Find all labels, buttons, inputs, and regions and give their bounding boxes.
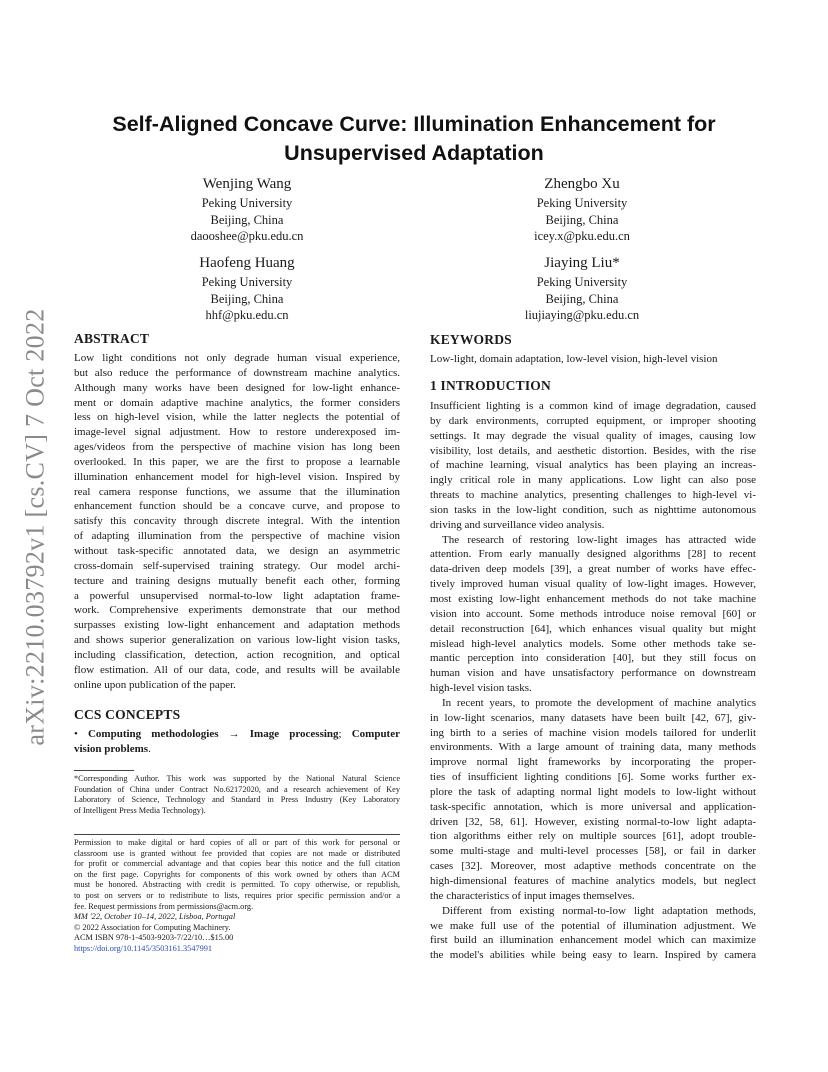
permission-line: classroom use is granted without fee provided that copies are not made or distributed: [74, 848, 400, 858]
author-block: [127, 254, 367, 324]
footnote: [74, 774, 400, 816]
abstract-line: ment or domain adaptive machine analytics, the former considers: [74, 396, 400, 409]
intro-line: by dark environments, corrupted equipment, or improper shooting: [430, 414, 756, 427]
author-location: Beijing, China: [545, 291, 619, 306]
footnote-line: of Intelligent Press Media Technology).: [74, 805, 206, 815]
author-location: Beijing, China: [210, 212, 284, 227]
abstract-line: image-level signal adjustment. How to restore underexposed im-: [74, 426, 400, 439]
permission-rule: [74, 834, 400, 835]
author-block: [127, 175, 367, 245]
intro-line: mantic perception into consideration [40], but they still focus on: [430, 652, 756, 665]
intro-line: mislead high-level analytics models. Some other methods take se-: [430, 637, 756, 650]
abstract-line: but also reduce the performance of downstream machine analytics.: [74, 366, 400, 379]
intro-paragraph-3: [430, 696, 756, 904]
title-line-1: Self-Aligned Concave Curve: Illumination Enhancement for: [112, 112, 716, 136]
author-name: Jiaying Liu*: [544, 255, 620, 271]
intro-line: the model's abilities while being easy to learn. Inspired by camera: [430, 949, 756, 962]
ccs-separator: ;: [338, 728, 342, 740]
intro-line: driving and surveillance video analysis.: [430, 518, 605, 531]
author-name: Zhengbo Xu: [544, 176, 620, 192]
intro-paragraph-2: [430, 533, 756, 696]
ccs-line: [74, 727, 400, 742]
intro-line: tion algorithms either rely on multiple sources [61], adopt trouble-: [430, 830, 756, 843]
author-name: Haofeng Huang: [199, 255, 295, 271]
ccs-end: .: [148, 742, 151, 755]
venue-line: MM '22, October 10–14, 2022, Lisboa, Portugal: [74, 912, 236, 922]
intro-paragraph-4: [430, 904, 756, 963]
abstract-section: [74, 330, 400, 692]
ccs-bullet: •: [74, 728, 78, 740]
author-email: daooshee@pku.edu.cn: [190, 229, 304, 243]
intro-line: plore the task of adapting normal light models to low-light without: [430, 785, 756, 798]
permission-line: Permission to make digital or hard copies of all or part of this work for personal or: [74, 838, 400, 847]
ccs-concepts: [74, 727, 400, 757]
intro-line: in low-light scenarios, many datasets have been built [42, 67], giv-: [430, 711, 756, 724]
intro-line: data-driven deep models [39], a great number of works have effec-: [430, 563, 756, 576]
abstract-line: flow estimation. All of our data, code, and results will be available: [74, 663, 400, 676]
author-affiliation: Peking University: [201, 275, 293, 289]
arxiv-sidebar: [14, 292, 58, 762]
abstract-line: cross-domain self-supervised training strategy. Our model archi-: [74, 559, 400, 572]
author-email: liujiaying@pku.edu.cn: [524, 308, 640, 322]
intro-line: task-specific annotation, which is more universal and application-: [430, 800, 756, 813]
intro-line: In recent years, to promote the development of machine analytics: [442, 696, 756, 709]
abstract-line: enhancement function should be a concave curve, and propose to: [74, 500, 400, 513]
intro-line: threats to machine analytics, presenting challenges to high-level vi-: [430, 489, 756, 502]
doi-link[interactable]: https://doi.org/10.1145/3503161.3547991: [74, 943, 213, 953]
author-email: icey.x@pku.edu.cn: [534, 229, 630, 243]
abstract-line: less on high-level vision, while the latter neglects the potential of: [74, 411, 400, 424]
keywords-heading: KEYWORDS: [430, 332, 512, 347]
intro-line: visibility, lost details, and aesthetic distortion. Besides, with the rise: [430, 444, 756, 457]
abstract-line: and shows superior generalization on various low-light vision tasks,: [74, 634, 400, 647]
keywords-section: [430, 331, 756, 367]
intro-line: improve normal light frameworks by incorporating the proper-: [430, 756, 756, 769]
introduction-section: [430, 377, 756, 963]
intro-line: of machine learning, visual analytics has been playing an increas-: [430, 459, 756, 472]
isbn-line: ACM ISBN 978-1-4503-9203-7/22/10…$15.00: [74, 933, 234, 943]
ccs-section: [74, 706, 400, 757]
intro-line: some multi-stage and multi-level processes [58], or fail in darker: [430, 845, 756, 858]
abstract-line: overlooked. In this paper, we are the first to propose a learnable: [74, 455, 400, 468]
abstract-line: ages/videos from the perspective of machine vision has long been: [74, 441, 400, 454]
author-affiliation: Peking University: [536, 275, 628, 289]
paper-title: [74, 110, 754, 168]
footnote-line: Foundation of China under Contract No.62172020, and a research achievement of Key: [74, 784, 400, 794]
abstract-line: satisfy this concavity through discrete integral. With the intention: [74, 515, 400, 528]
abstract-line: work. Comprehensive experiments demonstrate that our method: [74, 604, 400, 617]
abstract-line: a powerful unsupervised normal-to-low light adaptation frame-: [74, 589, 400, 602]
abstract-line: including classification, detection, action recognition, and optical: [74, 648, 400, 661]
ccs-item: Computer: [351, 728, 400, 740]
abstract-line: Although many works have been designed for low-light enhance-: [74, 381, 400, 394]
intro-line: ing birth to a series of machine vision models tailored for underlit: [430, 726, 756, 739]
intro-line: The research of restoring low-light images has attracted wide: [442, 533, 756, 546]
intro-line: first build an illumination enhancement model which can maximize: [430, 934, 756, 947]
introduction-heading: 1 INTRODUCTION: [430, 378, 551, 393]
copyright-line: © 2022 Association for Computing Machinery.: [74, 922, 231, 932]
ccs-item: vision problems: [74, 742, 149, 755]
author-affiliation: Peking University: [201, 196, 293, 210]
permission-block: [74, 838, 400, 955]
intro-line: detail reconstruction [64], which enhances visual quality but might: [430, 622, 756, 635]
footnote-line: *Corresponding Author. This work was supported by the National Natural Science: [74, 774, 400, 783]
intro-line: high-level vision tasks.: [430, 682, 532, 695]
author-email: hhf@pku.edu.cn: [205, 308, 289, 322]
abstract-text: [74, 351, 400, 692]
abstract-line: without task-specific annotated data, we design an asymmetric: [74, 544, 400, 557]
abstract-line: of adapting illumination from the perspective of machine vision: [74, 530, 400, 543]
footnote-line: Laboratory of Science, Technology and Standard in Press Industry (Key Laboratory: [74, 795, 400, 805]
intro-line: environments. With a large amount of training data, many methods: [430, 741, 756, 754]
abstract-line: illumination enhancement model for high-level vision. Inspired by: [74, 470, 400, 483]
author-affiliation: Peking University: [536, 196, 628, 210]
keywords-text: [430, 352, 756, 367]
permission-line: on the first page. Copyrights for components of this work owned by others than ACM: [74, 869, 400, 879]
arxiv-id: arXiv:2210.03792v1 [cs.CV] 7 Oct 2022: [21, 308, 50, 746]
intro-line: ingly critical role in many applications. Low light can also pose: [430, 474, 756, 487]
intro-line: driven [32, 58, 61]. However, existing normal-to-low light adapta-: [430, 815, 756, 828]
intro-line: ties of insufficient lighting conditions [6]. Some works further ex-: [430, 771, 756, 784]
intro-line: human vision and have unsatisfactory performance on downstream: [430, 667, 756, 680]
ccs-line: [74, 742, 400, 757]
ccs-arrow: →: [228, 728, 240, 740]
ccs-item: Image processing: [249, 728, 339, 740]
author-block: [462, 254, 702, 324]
abstract-heading: ABSTRACT: [74, 331, 150, 346]
ccs-heading: CCS CONCEPTS: [74, 707, 181, 722]
intro-line: Insufficient lighting is a common kind of image degradation, caused: [430, 400, 756, 412]
intro-line: Different from existing normal-to-low light adaptation methods,: [442, 904, 756, 917]
permission-line: to post on servers or to redistribute to lists, requires prior specific permission and/or a: [74, 890, 400, 900]
abstract-line: tecture and training designs mutually benefit each other, forming: [74, 574, 400, 587]
intro-line: the characteristics of input images themselves.: [430, 889, 635, 902]
intro-line: sion tasks in the low-light condition, such as nighttime autonomous: [430, 503, 756, 516]
permission-line: fee. Request permissions from permissions@acm.org.: [74, 901, 254, 911]
abstract-line: real camera response functions, we assume that the illumination: [74, 485, 400, 498]
intro-line: vision into account. Some methods introduce noise removal [60] or: [430, 607, 756, 620]
intro-line: tively improved human visual quality of low-light images. However,: [430, 578, 756, 591]
footnote-rule: [74, 770, 134, 771]
author-name: Wenjing Wang: [202, 176, 292, 192]
intro-line: most existing low-light enhancement methods do not take machine: [430, 592, 756, 605]
intro-line: we make full use of the potential of illumination adjustment. We: [430, 919, 756, 932]
keywords-line: Low-light, domain adaptation, low-level vision, high-level vision: [430, 353, 718, 365]
title-line-2: Unsupervised Adaptation: [284, 141, 544, 165]
ccs-item: Computing methodologies: [87, 728, 219, 740]
intro-line: cases [32]. Moreover, most adaptive methods concentrate on the: [430, 860, 756, 873]
intro-line: high-dimensional features of machine analytics models, but neglect: [430, 875, 756, 887]
author-block: [462, 175, 702, 245]
abstract-line: surpasses existing low-light enhancement and adaptation methods: [74, 619, 400, 632]
permission-line: for profit or commercial advantage and that copies bear this notice and the full citation: [74, 859, 400, 869]
abstract-line: Low light conditions not only degrade human visual experience,: [74, 352, 400, 364]
author-location: Beijing, China: [210, 291, 284, 306]
abstract-line: online upon publication of the paper.: [74, 678, 236, 691]
permission-line: must be honored. Abstracting with credit is permitted. To copy otherwise, or republish,: [74, 880, 400, 890]
author-location: Beijing, China: [545, 212, 619, 227]
intro-line: settings. It may degrade the visual quality of images, causing low: [430, 429, 756, 442]
intro-paragraph-1: [430, 399, 756, 533]
intro-line: attention. From early manually designed algorithms [28] to recent: [430, 548, 756, 561]
